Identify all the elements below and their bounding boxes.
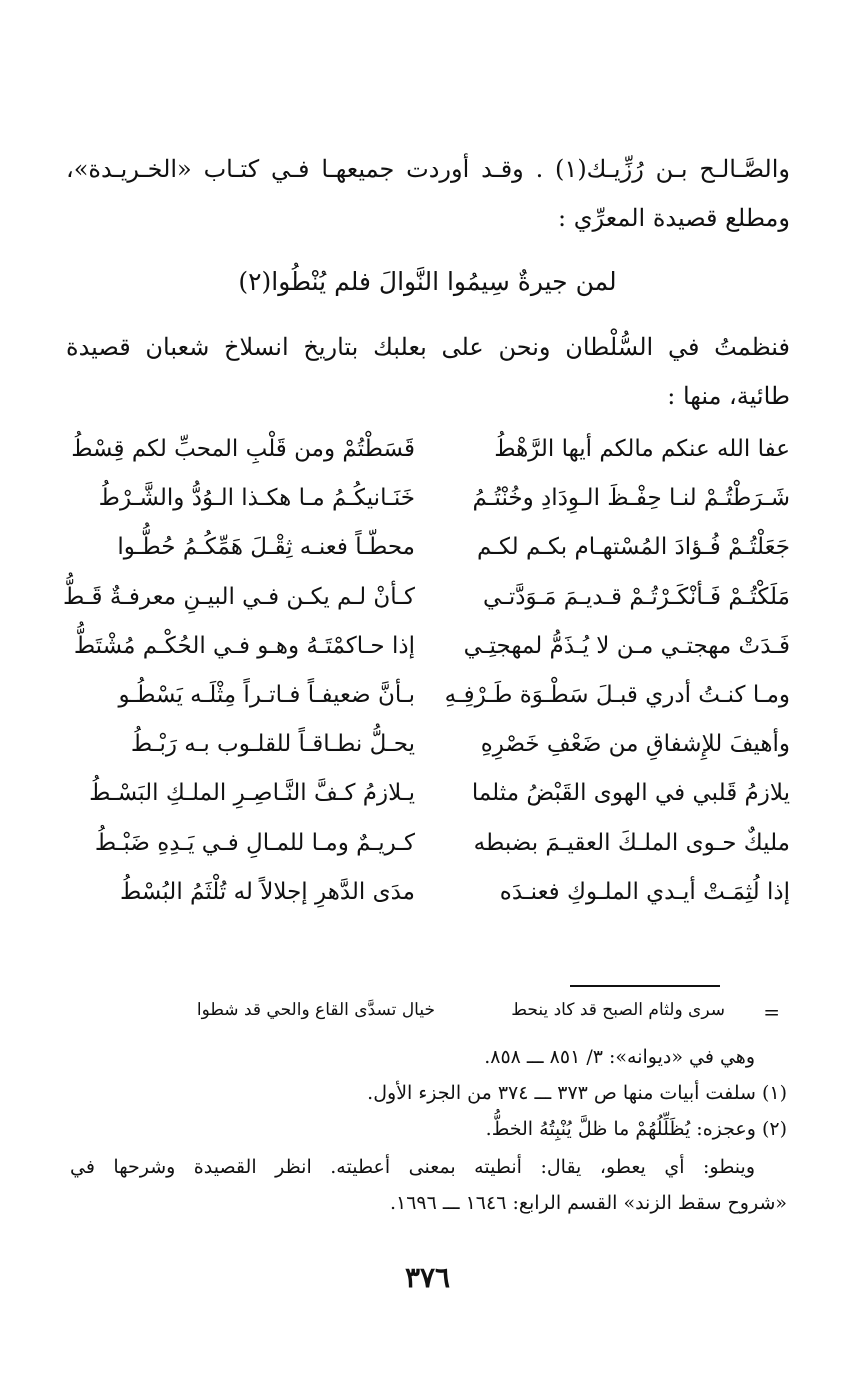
verse-first-hemistich: عفا الله عنكم مالكم أيها الرَّهْطُ <box>494 436 790 462</box>
verse-second-hemistich: محطّـاً فعنـه ثِقْـلَ هَمِّكُـمُ حُطُّـوا <box>117 534 415 561</box>
body-line-2: ومطلع قصيدة المعرِّي : <box>558 204 790 232</box>
body-line-1: والصَّـالـح بـن رُزِّيـك(١) . وقـد أوردت جميعهـا فـي كتـاب «الخـريـدة»، <box>66 155 790 183</box>
verse-first-hemistich: يلازمُ قَلبي في الهوى القَبْضُ مثلما <box>471 780 790 807</box>
verse-first-hemistich: فَـدَتْ مهجتـي مـن لا يُـذَمُّ لمهجتِـي <box>463 632 790 659</box>
poem-left-column <box>62 425 415 917</box>
page-number: ٣٧٦ <box>404 1261 451 1294</box>
body-line-3: فنظمتُ في السُّلْطان ونحن على بعلبك بتاريخ انسلاخ شعبان قصيدة <box>66 333 790 361</box>
footnote-2-explanation-line-1: وينطو: أي يعطو، يقال: أنطيته بمعنى أعطيته. انظر القصيدة وشرحها في <box>70 1156 755 1178</box>
verse-second-hemistich: إذا حـاكمْتَـهُ وهـو فـي الحُكْـم مُشْتَطُّ <box>73 632 415 659</box>
verse-first-hemistich: جَعَلْتُـمْ فُـؤادَ المُسْتهـام بكـم لكـم <box>476 534 790 561</box>
footnote-diwan-reference: وهي في «ديوانه»: ٣/ ٨٥١ ـــ ٨٥٨. <box>484 1046 755 1068</box>
verse-second-hemistich: يـلازمُ كـفَّ النَّـاصِـرِ الملـكِ البَسْـطُ <box>89 780 415 807</box>
verse-second-hemistich: خَنَـانيكُـمُ مـا هكـذا الـوُدُّ والشَّـرْطُ <box>98 485 415 512</box>
verse-first-hemistich: إذا لُثِمَـتْ أيـدي الملـوكِ فعنـدَه <box>499 878 790 905</box>
footnote-separator <box>570 985 720 987</box>
quoted-hemistich: لمن جيرةٌ سِيمُوا النَّوالَ فلم يُنْطُوا(٢) <box>238 267 617 296</box>
footnote-2-explanation-line-2: «شروح سقط الزند» القسم الرابع: ١٦٤٦ ـــ ١٦٩٦. <box>389 1192 787 1214</box>
verse-second-hemistich: قَسَطْتُمْ ومن قَلْبِ المحبِّ لكم قِسْطُ <box>71 436 415 462</box>
verse-second-hemistich: بـأنَّ ضعيفـاً فـاتـراً مِثْلَـه يَسْطُـو <box>118 681 415 708</box>
verse-first-hemistich: وأهيفَ للإِشفاقِ من ضَعْفِ خَصْرِهِ <box>480 731 790 758</box>
verse-second-hemistich: كـأنْ لـم يكـن فـي البيـنِ معرفـةٌ قَـطُّ <box>62 583 415 610</box>
footnote-verse-hemistich-1: سرى ولثام الصبح قد كاد ينحط <box>511 1000 725 1020</box>
verse-second-hemistich: مدَى الدَّهرِ إجلالاً له تُلْثَمُ البُسْطُ <box>120 878 415 905</box>
verse-first-hemistich: مليكٌ حـوى الملـكَ العقيـمَ بضبطه <box>473 829 790 856</box>
footnote-1: (١) سلفت أبيات منها ص ٣٧٣ ـــ ٣٧٤ من الجزء الأول. <box>367 1082 787 1104</box>
continuation-mark: = <box>763 1000 780 1024</box>
footnote-2: (٢) وعجزه: يُظَلِّلُهُمْ ما ظلَّ يُنْبِتُهُ الخطُّ. <box>485 1118 787 1140</box>
verse-second-hemistich: كـريـمٌ ومـا للمـالِ فـي يَـدِهِ ضَبْـطُ <box>94 829 415 856</box>
body-line-4: طائية، منها : <box>667 382 790 410</box>
verse-second-hemistich: يحـلُّ نطـاقـاً للقلـوب بـه رَبْـطُ <box>130 731 415 758</box>
footnote-verse-hemistich-2: خيال تسدَّى القاع والحي قد شطوا <box>196 1000 435 1020</box>
verse-first-hemistich: مَلَكْتُـمْ فَـأنْكَـرْتُـمْ قـديـمَ مَـوَدَّتـي <box>482 583 790 610</box>
verse-first-hemistich: ومـا كنـتُ أدري قبـلَ سَطْـوَة طَـرْفِـهِ <box>444 681 790 708</box>
verse-first-hemistich: شَـرَطْتُـمْ لنـا حِفْـظَ الـوِدَادِ وخُنْتُـمُ <box>472 485 790 512</box>
poem-right-column <box>444 425 790 917</box>
